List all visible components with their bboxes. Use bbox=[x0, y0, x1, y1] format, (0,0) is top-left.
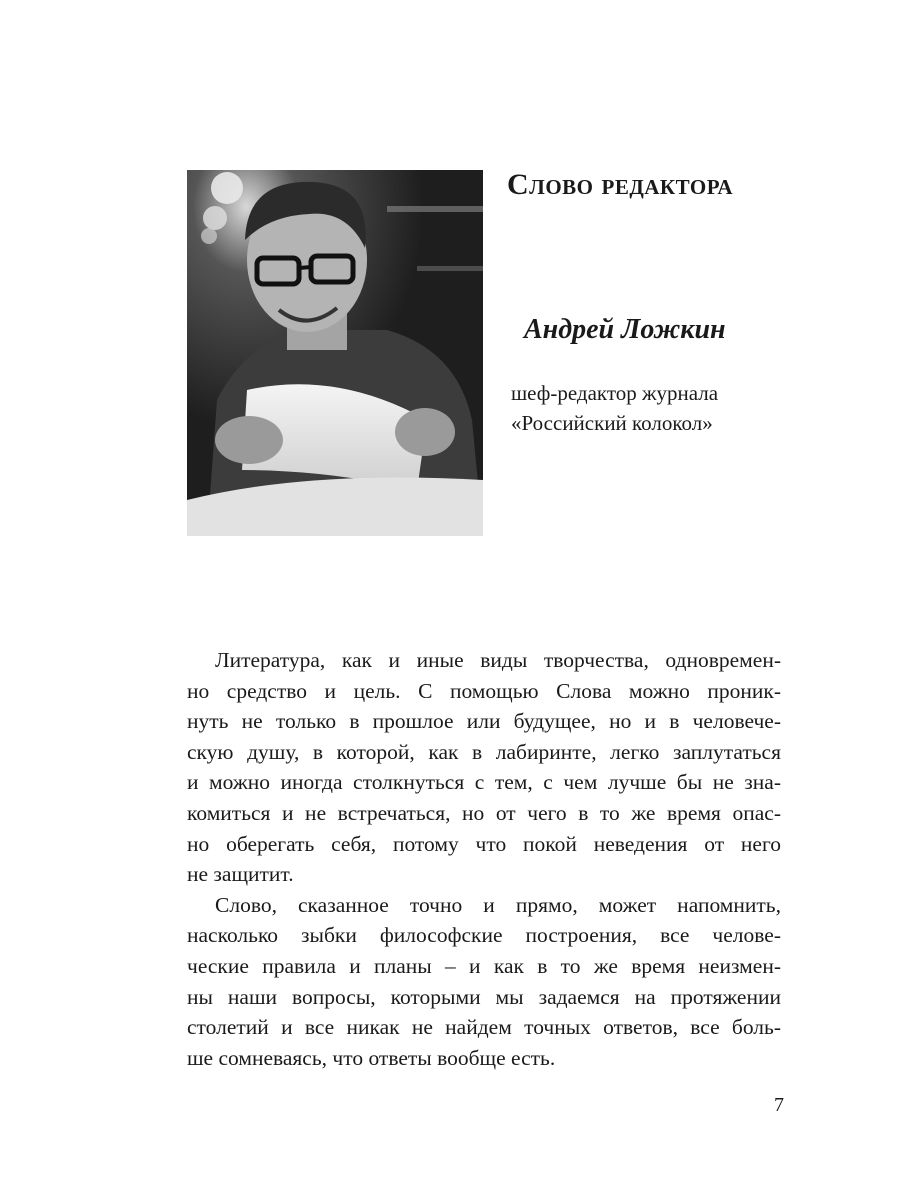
text-line: ны наши вопросы, которыми мы задаемся на протяжении bbox=[187, 984, 781, 1009]
text-line: не защитит. bbox=[187, 862, 294, 887]
text-line: но средство и цель. С помощью Слова можно проник- bbox=[187, 678, 781, 703]
text-line: и можно иногда столкнуться с тем, с чем лучше бы не зна- bbox=[187, 770, 781, 795]
author-role-line: «Российский колокол» bbox=[511, 411, 713, 435]
text-line: насколько зыбки философские построения, все челове- bbox=[187, 923, 781, 948]
text-line: Литература, как и иные виды творчества, одновремен- bbox=[215, 648, 781, 672]
editor-portrait-photo bbox=[187, 170, 483, 536]
page-number: 7 bbox=[774, 1094, 784, 1116]
text-line: Слово, сказанное точно и прямо, может напомнить, bbox=[215, 892, 781, 917]
text-line: столетий и все никак не найдем точных ответов, все боль- bbox=[187, 1015, 781, 1040]
text-line: нуть не только в прошлое или будущее, но и в человече- bbox=[187, 709, 781, 734]
author-role-line: шеф-редактор журнала bbox=[511, 381, 719, 405]
body-text bbox=[187, 645, 781, 1073]
author-role bbox=[511, 378, 771, 438]
text-line: ческие правила и планы – и как в то же время неизмен- bbox=[187, 953, 781, 978]
text-line: ше сомневаясь, что ответы вообще есть. bbox=[187, 1045, 556, 1070]
author-name: Андрей Ложкин bbox=[524, 314, 726, 345]
page-title: Слово редактора bbox=[507, 168, 734, 201]
text-line: но оберегать себя, потому что покой неведения от него bbox=[187, 831, 781, 856]
text-line: скую душу, в которой, как в лабиринте, легко заплутаться bbox=[187, 739, 781, 764]
text-line: комиться и не встречаться, но от чего в то же время опас- bbox=[187, 800, 781, 825]
